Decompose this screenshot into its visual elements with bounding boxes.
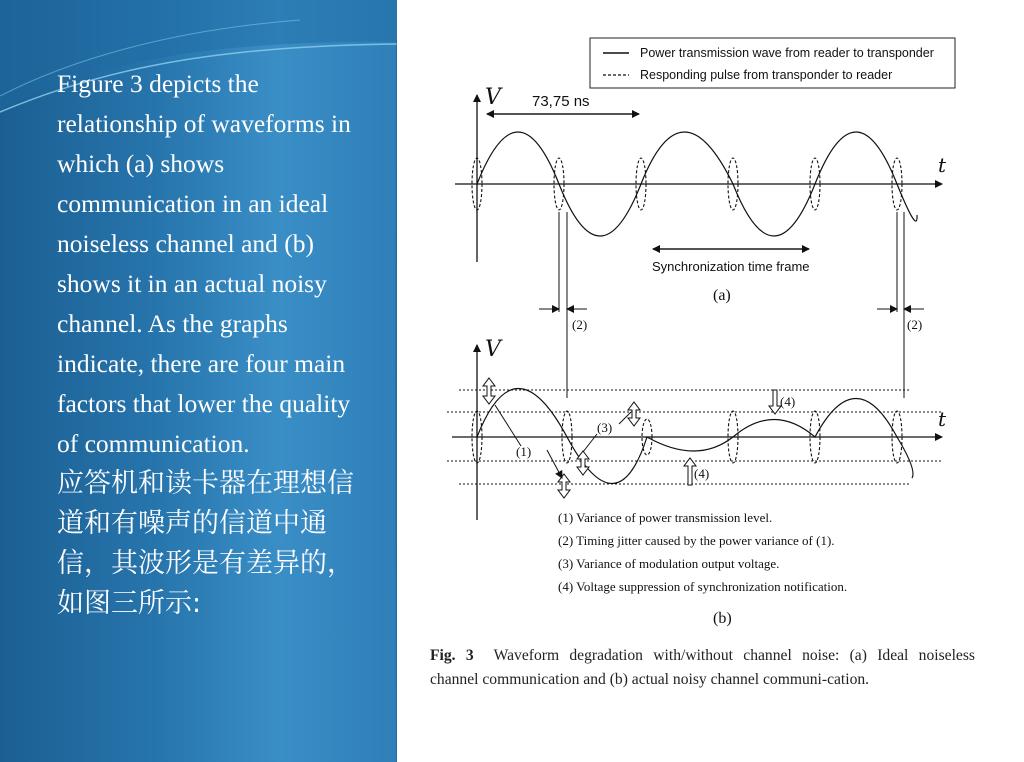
legend-box [590,38,955,88]
marker-3-label: (3) [597,420,613,435]
body-text-english: Figure 3 depicts the relationship of waveforms in which (a) shows communication in an ideal noiseless channel and (b) shows it in an actual noisy channel. As the graphs indicate, there are four main factors that lower the quality of communication. [57,69,351,458]
panel-b-label: (b) [713,610,732,627]
panel-b [447,337,947,627]
figure-caption [430,644,975,691]
jitter-label-right: (2) [907,317,923,332]
marker-4-top-label: (4) [780,394,796,409]
note-1: (1) Variance of power transmission level. [558,510,773,525]
note-2: (2) Timing jitter caused by the power variance of (1). [558,533,835,548]
note-3: (3) Variance of modulation output voltage. [558,556,780,571]
legend-entry-power-wave: Power transmission wave from reader to transponder [640,46,934,60]
body-text-chinese: 应答机和读卡器在理想信道和有噪声的信道中通信，其波形是有差异的，如图三所示: [57,468,354,619]
panel-a [455,85,947,398]
slide-text-panel [0,0,397,762]
caption-text: Waveform degradation with/without channel noise: (a) Ideal noiseless channel communication and (b) actual noisy channel communi-cation. [430,647,975,688]
marker-4-bottom-label: (4) [694,466,710,481]
marker-1-label: (1) [516,444,532,459]
sync-frame-label: Synchronization time frame [652,259,810,274]
panel-a-x-label: t [938,153,947,177]
note-4: (4) Voltage suppression of synchronization notification. [558,579,848,594]
slide-body [57,64,375,624]
legend-entry-response-pulse: Responding pulse from transponder to reader [640,68,893,82]
jitter-label-left: (2) [572,317,588,332]
waveform-figure [397,0,1024,762]
panel-b-y-label: V [485,337,501,362]
panel-b-notes [558,510,847,594]
variance-arrows [483,378,781,498]
caption-label: Fig. 3 [430,647,474,664]
panel-b-x-label: t [938,407,947,431]
period-label: 73,75 ns [532,93,590,110]
panel-a-y-label: V [485,85,501,110]
panel-a-label: (a) [713,287,731,304]
